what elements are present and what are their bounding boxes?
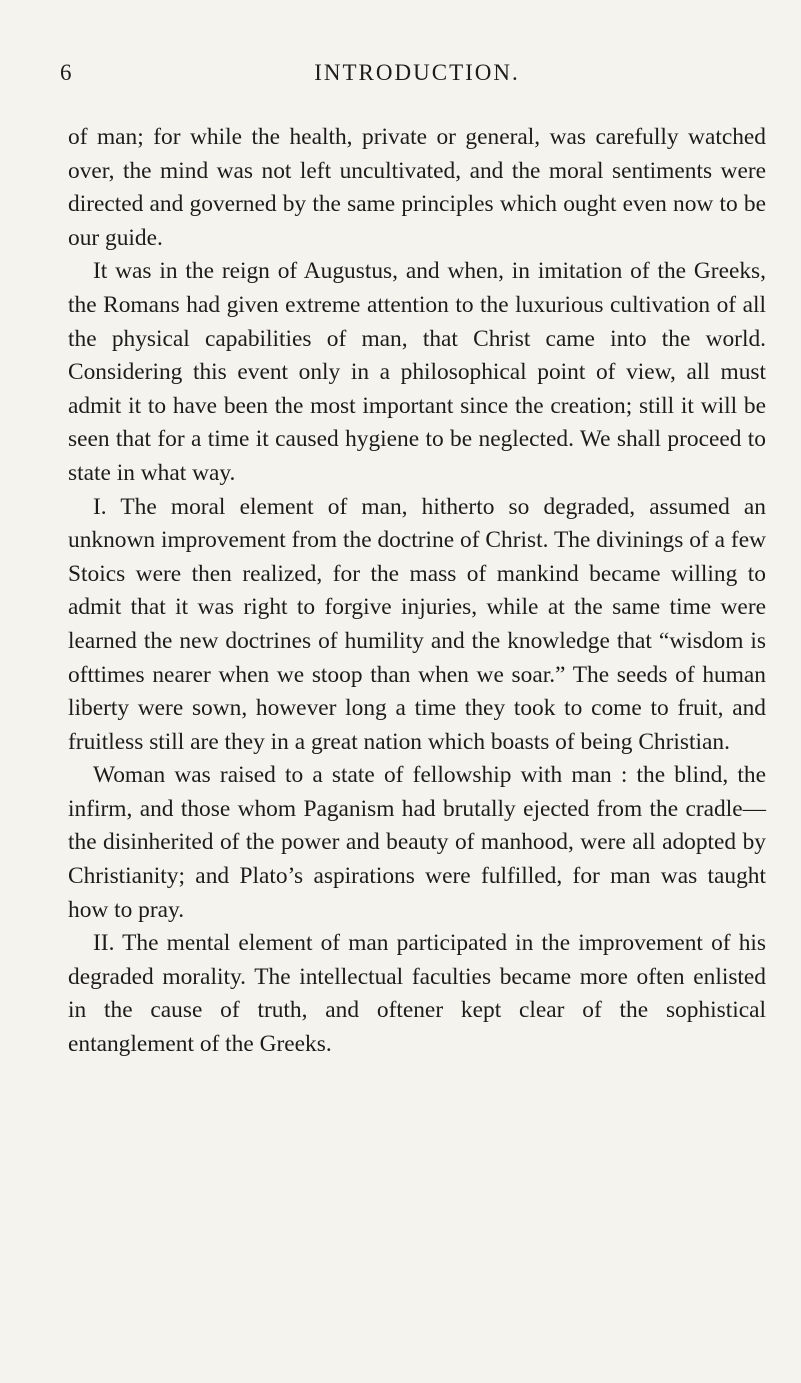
paragraph-moral-element: I. The moral element of man, hitherto so degraded, assumed an unknown improvement from the doctrine of Christ. The divinings of a few Stoics were then realized, for the mass of mankind became willing to admit that it was right to forgive injuries, while at the same time were learned the new doctrines of humility and the knowledge that “wisdom is ofttimes nearer when we stoop than when we soar.” The seeds of human liberty were sown, however long a time they took to come to fruit, and fruitless still are they in a great nation which boasts of being Christian. [68, 493, 766, 755]
running-title: INTRODUCTION. [314, 60, 520, 85]
paragraph-mental-element: II. The mental element of man participated in the improvement of his degraded morality. The intellectual faculties became more often enlisted in the cause of truth, and oftener kept clear of the sophistical entanglement of the Greeks. [68, 930, 766, 1058]
paragraph-continued: of man; for while the health, private or general, was carefully watched over, the mind was not left uncultivated, and the moral sentiments were directed and governed by the same principles which ought even now to be our guide. [68, 124, 766, 251]
book-page [60, 60, 766, 1062]
page-number: 6 [60, 60, 73, 85]
paragraph-augustus: It was in the reign of Augustus, and when, in imitation of the Greeks, the Romans had given extreme attention to the luxurious cultivation of all the physical capabilities of man, that Christ came into the world. Considering this event only in a philosophical point of view, all must admit it to have been the most important since the creation; still it will be seen that for a time it caused hygiene to be neglected. We shall proceed to state in what way. [68, 258, 766, 486]
body-text [68, 121, 766, 1062]
paragraph-woman: Woman was raised to a state of fellowship with man : the blind, the infirm, and those whom Paganism had brutally ejected from the cradle—the disinherited of the power and beauty of manhood, were all adopted by Christianity; and Plato’s aspirations were fulfilled, for man was taught how to pray. [68, 762, 766, 923]
running-header [60, 60, 766, 100]
